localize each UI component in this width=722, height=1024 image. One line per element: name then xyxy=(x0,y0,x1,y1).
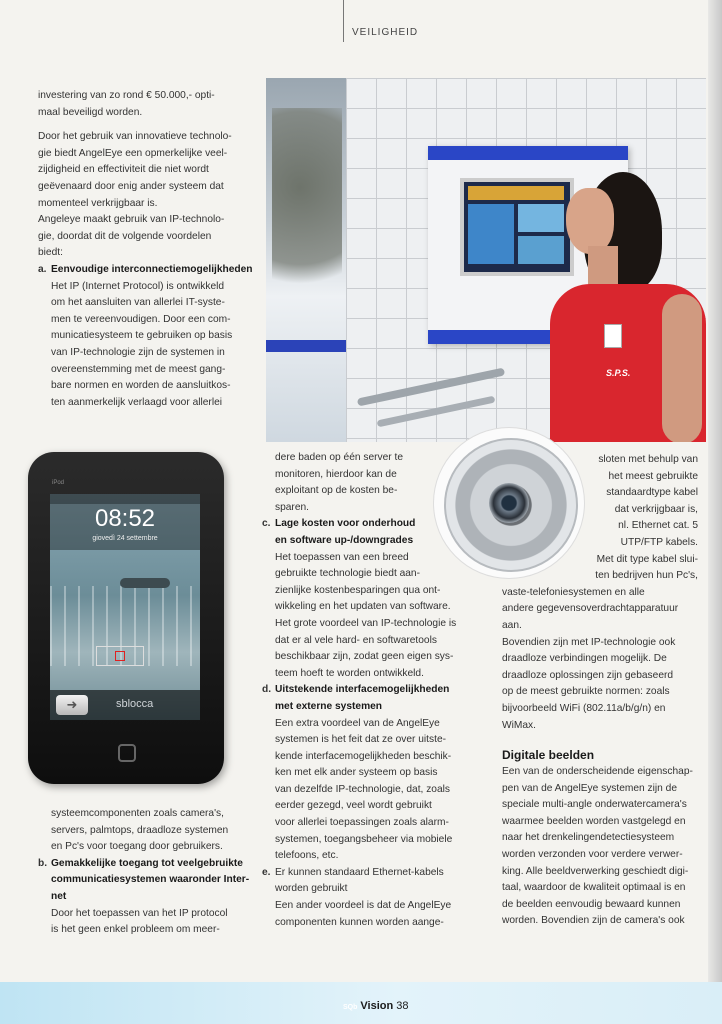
detection-target-icon xyxy=(115,651,125,661)
text-line: WiMax. xyxy=(502,719,536,731)
text-line: king. Alle beeldverwerking geschiedt digi- xyxy=(502,865,689,877)
text-line: van IP-technologie zijn de systemen in xyxy=(51,346,225,358)
item-d-title xyxy=(275,682,484,715)
item-c-letter: c. xyxy=(262,518,271,530)
unlock-slider xyxy=(50,690,200,720)
item-title-line: communicatiesystemen waaronder Inter- xyxy=(51,874,250,886)
text-line: bare normen en worden de aansluitkos- xyxy=(51,380,231,392)
camera-lens xyxy=(489,483,529,523)
text-line: telefoons, etc. xyxy=(275,850,339,862)
woman-face xyxy=(566,188,614,254)
column-1-bottom xyxy=(38,806,258,939)
text-line: Er kunnen standaard Ethernet-kabels xyxy=(275,866,444,878)
text-line: worden verzonden voor verdere verwer- xyxy=(502,849,683,861)
item-e-body xyxy=(275,865,484,931)
text-line: systemen is het feit dat ze over uitste- xyxy=(275,734,446,746)
id-badge xyxy=(604,324,622,348)
text-line: geëvenaard door enig ander systeem dat xyxy=(38,180,224,192)
ipod-photo xyxy=(28,452,224,784)
text-line: beschikbaar zijn, zodat geen eigen sys- xyxy=(275,651,454,663)
text-line: draadloze verbindingen mogelijk. De xyxy=(502,653,667,665)
text-line: systemen, toegangsbeheer via mobiele xyxy=(275,833,453,845)
text-line: bijvoorbeeld WiFi (802.11a/b/g/n) en xyxy=(502,702,666,714)
text-line: andere gegevensoverdrachtapparatuur xyxy=(502,603,679,615)
text-line: aan. xyxy=(502,619,522,631)
item-d-body xyxy=(275,716,484,865)
text-line: overeenstemming met de meest gang- xyxy=(51,363,226,375)
photo-blue-beam xyxy=(266,340,346,352)
text-line: worden. Bovendien zijn de camera's ook xyxy=(502,915,685,927)
shirt-logo: S.P.S. xyxy=(606,368,631,378)
item-title-line: Gemakkelijke toegang tot veelgebruikte xyxy=(51,857,243,869)
text-line: Een ander voordeel is dat de AngelEye xyxy=(275,900,452,912)
text-line: speciale multi-angle onderwatercamera's xyxy=(502,799,687,811)
item-d-letter: d. xyxy=(262,684,272,696)
footer-folio xyxy=(343,1000,409,1012)
item-a xyxy=(38,262,254,411)
text-line: biedt: xyxy=(38,247,63,259)
woman-neck xyxy=(588,246,618,286)
running-head: VEILIGHEID xyxy=(352,27,419,38)
text-line: zienlijke kostenbesparingen qua ont- xyxy=(275,584,441,596)
text-line: het meest gebruikte xyxy=(608,470,698,482)
photo-pool-monitor xyxy=(266,78,706,442)
magazine-name: Vision xyxy=(360,1000,394,1012)
section-heading-digitale-beelden: Digitale beelden xyxy=(502,748,595,763)
text-line: dat er al vele hard- en softwaretools xyxy=(275,634,437,646)
column-1-top xyxy=(38,88,254,411)
item-b-letter: b. xyxy=(38,857,48,869)
text-line: exploitant op de kosten be- xyxy=(275,485,398,497)
text-line: men te vereenvoudigen. Door een com- xyxy=(51,313,231,325)
text-line: om het aansluiten van allerlei IT-syste- xyxy=(51,297,225,309)
underwater-camera-photo xyxy=(434,428,584,578)
text-line: gebruikte technologie biedt aan- xyxy=(275,568,420,580)
item-b xyxy=(38,856,258,939)
header-rule xyxy=(343,0,344,42)
text-line: Het grote voordeel van IP-technologie is xyxy=(275,617,457,629)
swimmer xyxy=(120,578,170,588)
text-line: Door het toepassen van het IP protocol xyxy=(51,907,228,919)
photo-tree xyxy=(272,108,342,308)
text-line: op de meest gebruikte normen: zoals xyxy=(502,686,670,698)
col1-paragraphs xyxy=(38,88,254,262)
page-edge xyxy=(708,0,722,1024)
item-a-body xyxy=(51,279,254,412)
digitale-body xyxy=(502,764,698,930)
text-line: nl. Ethernet cat. 5 xyxy=(618,520,698,532)
text-line: municatiesysteem te gebruiken op basis xyxy=(51,330,233,342)
text-line xyxy=(38,121,254,129)
clock-date: giovedì 24 settembre xyxy=(92,535,158,542)
status-bar xyxy=(50,494,200,504)
screen-block xyxy=(518,204,564,232)
ipod-screen xyxy=(50,494,200,720)
screen-block xyxy=(518,236,564,264)
text-line: vaste-telefoniesystemen en alle xyxy=(502,586,645,598)
item-title-line: met externe systemen xyxy=(275,700,383,712)
text-line: systeemcomponenten zoals camera's, xyxy=(51,808,224,819)
text-line: Met dit type kabel slui- xyxy=(596,553,698,565)
text-line: ken met elk ander systeem op basis xyxy=(275,767,438,779)
text-line: eerder gezegd, veel wordt gebruikt xyxy=(275,800,432,812)
item-title-line: en software up-/downgrades xyxy=(275,534,414,546)
text-line: Bovendien zijn met IP-technologie ook xyxy=(502,636,676,648)
woman-arm xyxy=(662,294,702,442)
text-line: sparen. xyxy=(275,501,309,513)
text-line: draadloze oplossingen zijn gebaseerd xyxy=(502,669,674,681)
lock-clock xyxy=(50,504,200,550)
unlock-label: sblocca xyxy=(116,698,154,710)
text-line: gie, doordat dit de volgende voordelen xyxy=(38,230,212,242)
item-title-line: net xyxy=(51,890,67,902)
text-line: Het toepassen van een breed xyxy=(275,551,409,563)
text-line: Door het gebruik van innovatieve technolo- xyxy=(38,131,232,143)
text-line: worden gebruikt xyxy=(275,883,348,895)
text-line: Een extra voordeel van de AngelEye xyxy=(275,717,440,729)
item-e-letter: e. xyxy=(262,866,271,878)
text-line: van dezelfde IP-technologie, dat, zoals xyxy=(275,783,450,795)
item-a-title: Eenvoudige interconnectiemogelijkheden xyxy=(51,263,253,275)
text-line: sloten met behulp van xyxy=(598,454,698,465)
item-a-letter: a. xyxy=(38,263,47,275)
text-line: kende interfacemogelijkheden beschik- xyxy=(275,750,452,762)
text-line: ten aanmerkelijk verlaagd voor allerlei xyxy=(51,396,223,408)
text-line: wikkeling en het updaten van software. xyxy=(275,601,451,613)
text-line: monitoren, hierdoor kan de xyxy=(275,468,397,480)
text-line: naar het drenkelingendetectiesysteem xyxy=(502,832,675,844)
item-d xyxy=(262,682,484,865)
text-line: taal, waardoor de kwaliteit optimaal is en xyxy=(502,882,686,894)
item-e xyxy=(262,865,484,931)
text-line: UTP/FTP kabels. xyxy=(620,536,698,548)
text-line: dat verkrijgbaar is, xyxy=(614,503,698,515)
screen-block xyxy=(468,186,564,200)
text-line: Het IP (Internet Protocol) is ontwikkeld xyxy=(51,280,225,292)
text-line: is het geen enkel probleem om meer- xyxy=(51,924,220,936)
text-line: Een van de onderscheidende eigenschap- xyxy=(502,766,693,778)
text-line: momenteel verkrijgbaar is. xyxy=(38,197,158,209)
arrow-right-icon: ➜ xyxy=(56,695,88,715)
item-b-body xyxy=(51,906,258,939)
monitor-screen xyxy=(460,178,574,276)
item-title-line: Uitstekende interfacemogelijkheden xyxy=(275,684,450,696)
text-line: investering van zo rond € 50.000,- opti- xyxy=(38,90,215,101)
item-c-body xyxy=(275,550,484,683)
text-line: gie biedt AngelEye een opmerkelijke veel- xyxy=(38,147,228,159)
text-line: servers, palmtops, draadloze systemen xyxy=(51,824,229,836)
text-line: ten bedrijven hun Pc's, xyxy=(595,570,698,582)
text-line: componenten kunnen worden aange- xyxy=(275,916,444,928)
text-line: standaardtype kabel xyxy=(606,487,698,499)
text-line: waarmee beelden worden vastgelegd en xyxy=(502,815,686,827)
home-button-icon xyxy=(118,744,136,762)
text-line: pen van de AngelEye systemen zijn de xyxy=(502,782,677,794)
item-title-line: Lage kosten voor onderhoud xyxy=(275,518,416,530)
page-number: 38 xyxy=(396,1000,409,1012)
device-label: iPod xyxy=(52,480,65,486)
screen-block xyxy=(468,204,514,264)
item-b-title xyxy=(51,856,258,906)
clock-time: 08:52 xyxy=(94,505,156,532)
text-line: teem hoeft te worden ontwikkeld. xyxy=(275,667,424,679)
text-line: Angeleye maakt gebruik van IP-technolo- xyxy=(38,214,225,226)
magazine-logo: SQb xyxy=(343,1004,358,1011)
text-line: dere baden op één server te xyxy=(275,452,404,463)
text-line: zijdigheid en effectiviteit die niet wordt xyxy=(38,164,209,176)
text-line: maal beveiligd worden. xyxy=(38,106,143,118)
text-line: voor allerlei toepassingen zoals alarm- xyxy=(275,817,449,829)
text-line: en Pc's voor toegang door gebruikers. xyxy=(51,841,223,853)
col1-bottom-lines xyxy=(38,806,258,856)
text-line: de beelden eenvoudig bewaard kunnen xyxy=(502,898,681,910)
